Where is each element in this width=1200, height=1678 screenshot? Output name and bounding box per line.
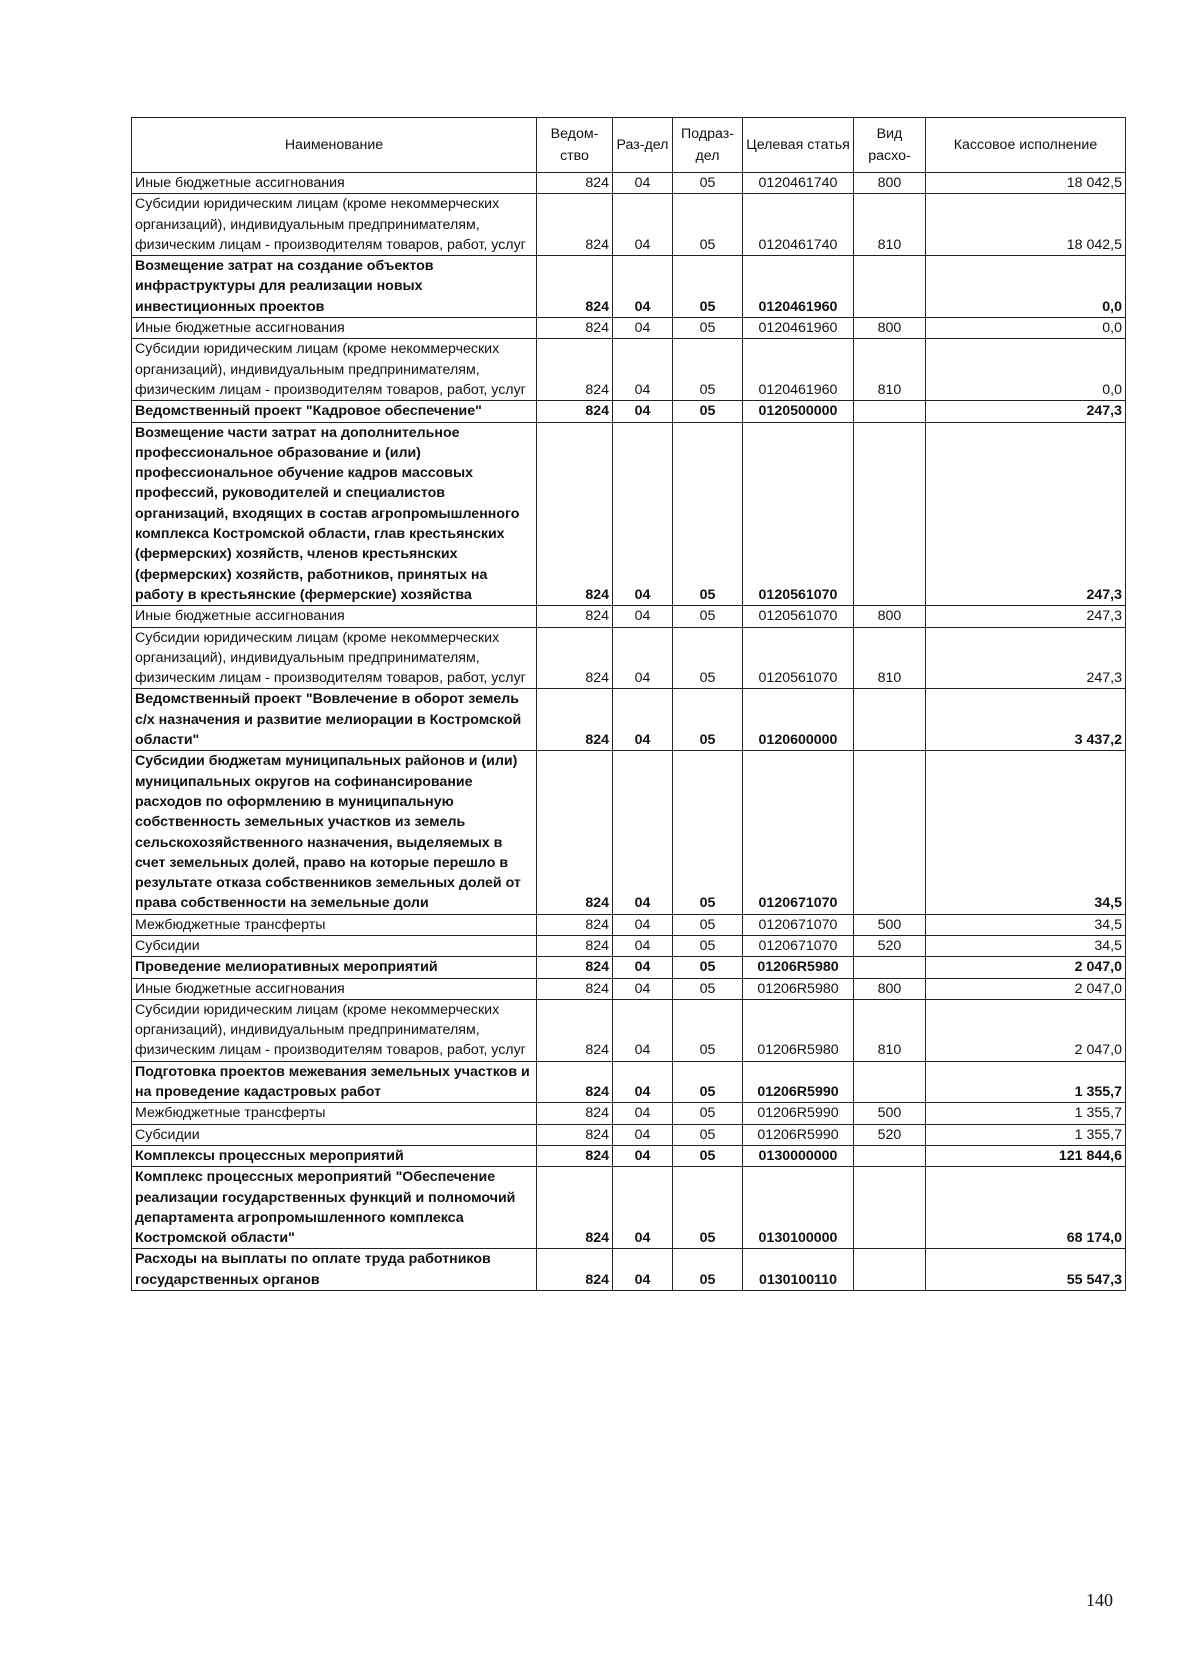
cell-ved: 824: [537, 1145, 613, 1166]
cell-razdel: 04: [613, 689, 673, 751]
cell-expense-type: 810: [854, 999, 926, 1061]
cell-expense-type: [854, 1145, 926, 1166]
cell-amount: 247,3: [926, 627, 1126, 689]
cell-ved: 824: [537, 422, 613, 606]
table-row: [132, 1124, 1126, 1145]
cell-name: Межбюджетные трансферты: [132, 914, 537, 935]
cell-ved: 824: [537, 1103, 613, 1124]
table-row: [132, 173, 1126, 194]
cell-razdel: 04: [613, 256, 673, 318]
cell-target-article: 0120461960: [743, 256, 854, 318]
header-name: Наименование: [132, 118, 537, 173]
cell-ved: 824: [537, 1249, 613, 1291]
table-row: [132, 999, 1126, 1061]
cell-name: Иные бюджетные ассигнования: [132, 173, 537, 194]
header-vr: Вид расхо-: [854, 118, 926, 173]
cell-podrazdel: 05: [673, 339, 743, 401]
cell-podrazdel: 05: [673, 1145, 743, 1166]
cell-target-article: 0120671070: [743, 914, 854, 935]
table-row: [132, 194, 1126, 256]
cell-ved: 824: [537, 1124, 613, 1145]
cell-podrazdel: 05: [673, 1167, 743, 1249]
cell-ved: 824: [537, 1061, 613, 1103]
cell-amount: 121 844,6: [926, 1145, 1126, 1166]
cell-target-article: 01206R5980: [743, 957, 854, 978]
cell-target-article: 0120561070: [743, 422, 854, 606]
cell-ved: 824: [537, 999, 613, 1061]
cell-name: Субсидии юридическим лицам (кроме некоммерческих организаций), индивидуальным предпринимателям, физическим лицам - производителям товаров, работ, услуг: [132, 999, 537, 1061]
cell-podrazdel: 05: [673, 606, 743, 627]
table-row: [132, 606, 1126, 627]
table-row: [132, 256, 1126, 318]
cell-expense-type: 520: [854, 935, 926, 956]
cell-amount: 0,0: [926, 256, 1126, 318]
cell-name: Межбюджетные трансферты: [132, 1103, 537, 1124]
cell-ved: 824: [537, 401, 613, 422]
cell-target-article: 0120561070: [743, 627, 854, 689]
table-row: [132, 957, 1126, 978]
cell-podrazdel: 05: [673, 751, 743, 914]
cell-amount: 2 047,0: [926, 999, 1126, 1061]
cell-name: Иные бюджетные ассигнования: [132, 606, 537, 627]
cell-razdel: 04: [613, 1061, 673, 1103]
cell-podrazdel: 05: [673, 999, 743, 1061]
cell-target-article: 01206R5980: [743, 999, 854, 1061]
header-amt: Кассовое исполнение: [926, 118, 1126, 173]
cell-target-article: 0120600000: [743, 689, 854, 751]
cell-name: Комплекс процессных мероприятий "Обеспечение реализации государственных функций и полномочий департамента агропромышленного комплекса Костромской области": [132, 1167, 537, 1249]
header-cs: Целевая статья: [743, 118, 854, 173]
cell-expense-type: [854, 957, 926, 978]
budget-table-container: [131, 117, 1125, 1291]
cell-expense-type: [854, 1249, 926, 1291]
table-row: [132, 914, 1126, 935]
cell-podrazdel: 05: [673, 194, 743, 256]
cell-target-article: 01206R5980: [743, 978, 854, 999]
cell-ved: 824: [537, 627, 613, 689]
cell-target-article: 0130000000: [743, 1145, 854, 1166]
cell-ved: 824: [537, 1167, 613, 1249]
cell-razdel: 04: [613, 318, 673, 339]
header-raz: Раз-дел: [613, 118, 673, 173]
table-row: [132, 422, 1126, 606]
table-row: [132, 318, 1126, 339]
cell-name: Ведомственный проект "Кадровое обеспечение": [132, 401, 537, 422]
cell-razdel: 04: [613, 999, 673, 1061]
cell-ved: 824: [537, 689, 613, 751]
cell-podrazdel: 05: [673, 1103, 743, 1124]
table-row: [132, 1249, 1126, 1291]
table-row: [132, 1061, 1126, 1103]
cell-ved: 824: [537, 256, 613, 318]
cell-razdel: 04: [613, 173, 673, 194]
cell-podrazdel: 05: [673, 914, 743, 935]
cell-ved: 824: [537, 978, 613, 999]
cell-razdel: 04: [613, 194, 673, 256]
cell-expense-type: 800: [854, 318, 926, 339]
budget-table: [131, 117, 1126, 1291]
cell-expense-type: [854, 256, 926, 318]
cell-ved: 824: [537, 935, 613, 956]
cell-target-article: 0120461740: [743, 173, 854, 194]
cell-name: Возмещение затрат на создание объектов инфраструктуры для реализации новых инвестиционных проектов: [132, 256, 537, 318]
cell-expense-type: 800: [854, 606, 926, 627]
cell-target-article: 01206R5990: [743, 1124, 854, 1145]
cell-amount: 1 355,7: [926, 1061, 1126, 1103]
cell-target-article: 0120461740: [743, 194, 854, 256]
cell-expense-type: [854, 422, 926, 606]
cell-amount: 34,5: [926, 914, 1126, 935]
table-row: [132, 627, 1126, 689]
cell-expense-type: 810: [854, 194, 926, 256]
cell-name: Субсидии: [132, 1124, 537, 1145]
cell-podrazdel: 05: [673, 256, 743, 318]
cell-amount: 18 042,5: [926, 194, 1126, 256]
table-row: [132, 1167, 1126, 1249]
cell-razdel: 04: [613, 1145, 673, 1166]
cell-amount: 247,3: [926, 606, 1126, 627]
cell-razdel: 04: [613, 1167, 673, 1249]
cell-amount: 68 174,0: [926, 1167, 1126, 1249]
cell-expense-type: 500: [854, 1103, 926, 1124]
cell-amount: 247,3: [926, 422, 1126, 606]
cell-name: Ведомственный проект "Вовлечение в оборот земель с/х назначения и развитие мелиорации в Костромской области": [132, 689, 537, 751]
cell-target-article: 0120500000: [743, 401, 854, 422]
table-row: [132, 689, 1126, 751]
page-number: 140: [1086, 1590, 1113, 1610]
cell-razdel: 04: [613, 914, 673, 935]
cell-expense-type: [854, 401, 926, 422]
cell-expense-type: 500: [854, 914, 926, 935]
cell-target-article: 01206R5990: [743, 1061, 854, 1103]
cell-amount: 2 047,0: [926, 978, 1126, 999]
cell-name: Субсидии бюджетам муниципальных районов и (или) муниципальных округов на софинансирование расходов по оформлению в муниципальную собственность земельных участков из земель сельскохозяйственного назначения, выделяемых в счет земельных долей, право на которые перешло в результате отказа собственников земельных долей от права собственности на земельные доли: [132, 751, 537, 914]
cell-amount: 247,3: [926, 401, 1126, 422]
header-pod: Подраз-дел: [673, 118, 743, 173]
cell-name: Возмещение части затрат на дополнительное профессиональное образование и (или) профессиональное обучение кадров массовых профессий, руководителей и специалистов организаций, входящих в состав агропромышленного комплекса Костромской области, глав крестьянских (фермерских) хозяйств, членов крестьянских (фермерских) хозяйств, работников, принятых на работу в крестьянские (фермерские) хозяйства: [132, 422, 537, 606]
cell-name: Подготовка проектов межевания земельных участков и на проведение кадастровых работ: [132, 1061, 537, 1103]
cell-name: Субсидии юридическим лицам (кроме некоммерческих организаций), индивидуальным предпринимателям, физическим лицам - производителям товаров, работ, услуг: [132, 627, 537, 689]
cell-ved: 824: [537, 339, 613, 401]
cell-expense-type: 520: [854, 1124, 926, 1145]
cell-razdel: 04: [613, 1124, 673, 1145]
cell-expense-type: 810: [854, 339, 926, 401]
cell-ved: 824: [537, 194, 613, 256]
cell-amount: 0,0: [926, 318, 1126, 339]
cell-razdel: 04: [613, 339, 673, 401]
cell-name: Субсидии юридическим лицам (кроме некоммерческих организаций), индивидуальным предпринимателям, физическим лицам - производителям товаров, работ, услуг: [132, 194, 537, 256]
cell-podrazdel: 05: [673, 1124, 743, 1145]
cell-ved: 824: [537, 173, 613, 194]
cell-expense-type: [854, 689, 926, 751]
cell-podrazdel: 05: [673, 318, 743, 339]
cell-amount: 1 355,7: [926, 1124, 1126, 1145]
cell-expense-type: [854, 1061, 926, 1103]
cell-ved: 824: [537, 751, 613, 914]
cell-razdel: 04: [613, 935, 673, 956]
cell-razdel: 04: [613, 1249, 673, 1291]
cell-podrazdel: 05: [673, 422, 743, 606]
cell-ved: 824: [537, 914, 613, 935]
cell-amount: 2 047,0: [926, 957, 1126, 978]
cell-name: Иные бюджетные ассигнования: [132, 318, 537, 339]
cell-podrazdel: 05: [673, 689, 743, 751]
cell-expense-type: 800: [854, 978, 926, 999]
cell-expense-type: [854, 751, 926, 914]
cell-razdel: 04: [613, 1103, 673, 1124]
table-row: [132, 1103, 1126, 1124]
cell-amount: 1 355,7: [926, 1103, 1126, 1124]
cell-amount: 0,0: [926, 339, 1126, 401]
cell-expense-type: 810: [854, 627, 926, 689]
cell-target-article: 0120671070: [743, 751, 854, 914]
cell-target-article: 0120461960: [743, 339, 854, 401]
cell-ved: 824: [537, 957, 613, 978]
table-row: [132, 339, 1126, 401]
cell-razdel: 04: [613, 401, 673, 422]
cell-ved: 824: [537, 318, 613, 339]
cell-razdel: 04: [613, 422, 673, 606]
table-header-row: [132, 118, 1126, 173]
table-row: [132, 751, 1126, 914]
cell-amount: 18 042,5: [926, 173, 1126, 194]
table-body: [132, 173, 1126, 1291]
table-row: [132, 978, 1126, 999]
table-row: [132, 401, 1126, 422]
cell-ved: 824: [537, 606, 613, 627]
cell-name: Комплексы процессных мероприятий: [132, 1145, 537, 1166]
cell-name: Проведение мелиоративных мероприятий: [132, 957, 537, 978]
cell-target-article: 0120671070: [743, 935, 854, 956]
cell-name: Иные бюджетные ассигнования: [132, 978, 537, 999]
cell-expense-type: [854, 1167, 926, 1249]
cell-podrazdel: 05: [673, 957, 743, 978]
cell-razdel: 04: [613, 606, 673, 627]
cell-podrazdel: 05: [673, 1061, 743, 1103]
cell-target-article: 0120561070: [743, 606, 854, 627]
cell-target-article: 01206R5990: [743, 1103, 854, 1124]
cell-podrazdel: 05: [673, 978, 743, 999]
table-row: [132, 935, 1126, 956]
cell-target-article: 0120461960: [743, 318, 854, 339]
cell-amount: 34,5: [926, 935, 1126, 956]
header-ved: Ведом-ство: [537, 118, 613, 173]
cell-name: Субсидии юридическим лицам (кроме некоммерческих организаций), индивидуальным предпринимателям, физическим лицам - производителям товаров, работ, услуг: [132, 339, 537, 401]
cell-expense-type: 800: [854, 173, 926, 194]
cell-podrazdel: 05: [673, 935, 743, 956]
table-row: [132, 1145, 1126, 1166]
cell-amount: 55 547,3: [926, 1249, 1126, 1291]
cell-podrazdel: 05: [673, 627, 743, 689]
cell-razdel: 04: [613, 978, 673, 999]
cell-name: Расходы на выплаты по оплате труда работников государственных органов: [132, 1249, 537, 1291]
cell-target-article: 0130100110: [743, 1249, 854, 1291]
cell-razdel: 04: [613, 751, 673, 914]
cell-podrazdel: 05: [673, 1249, 743, 1291]
cell-amount: 3 437,2: [926, 689, 1126, 751]
cell-target-article: 0130100000: [743, 1167, 854, 1249]
cell-razdel: 04: [613, 627, 673, 689]
cell-razdel: 04: [613, 957, 673, 978]
cell-podrazdel: 05: [673, 173, 743, 194]
cell-amount: 34,5: [926, 751, 1126, 914]
cell-name: Субсидии: [132, 935, 537, 956]
cell-podrazdel: 05: [673, 401, 743, 422]
